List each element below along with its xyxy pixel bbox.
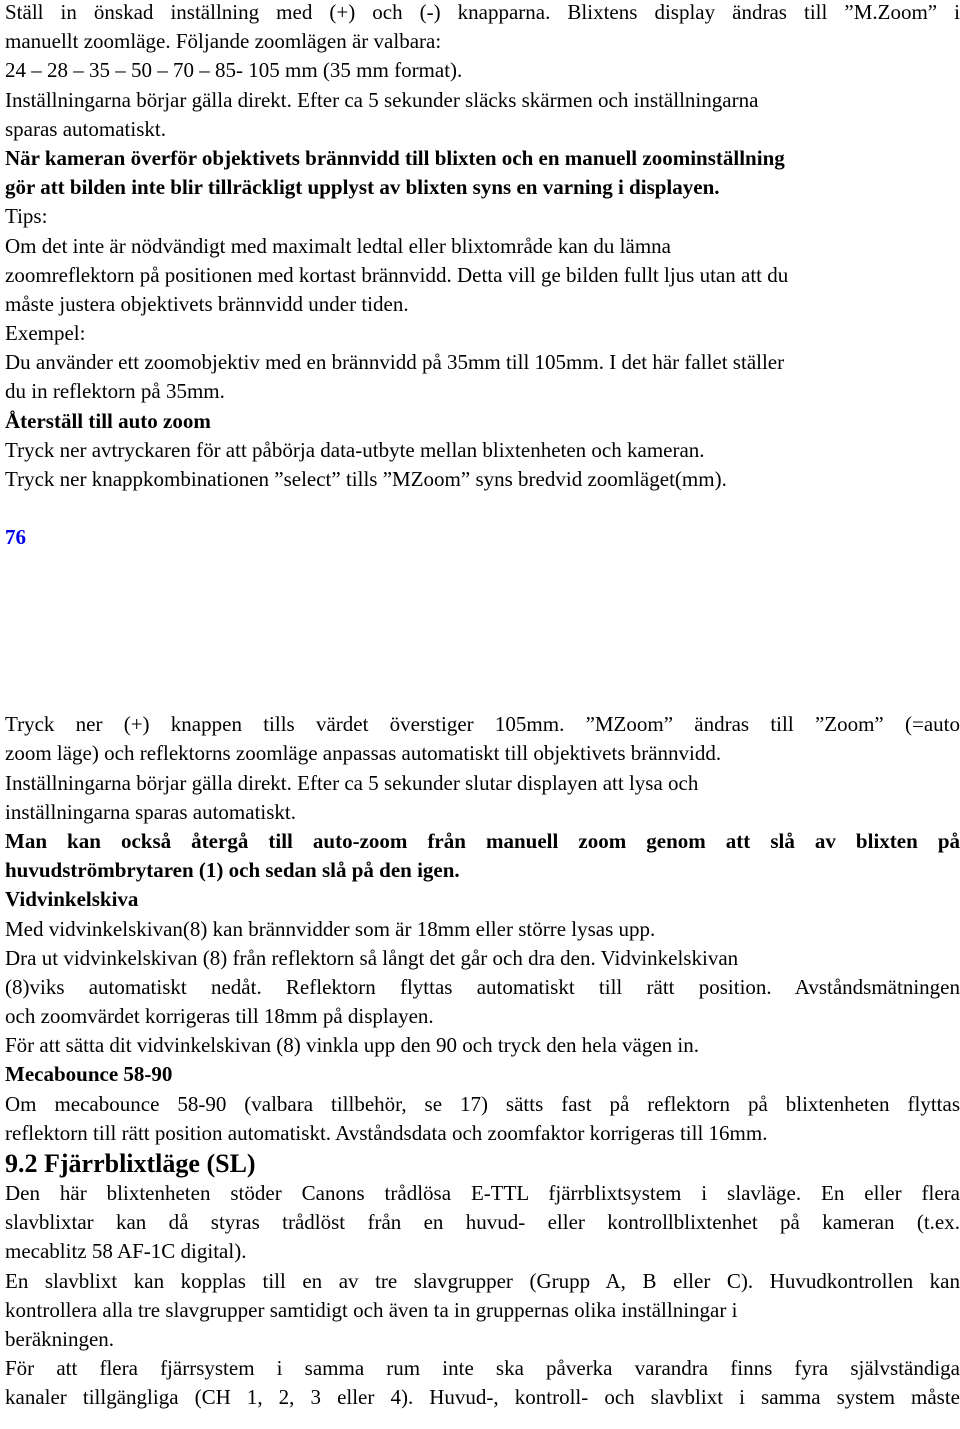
body-text-line: kontrollera alla tre slavgrupper samtidigt och även ta in gruppernas olika inställningar i [5, 1297, 738, 1322]
page-gap [5, 552, 960, 710]
body-text-line: För att sätta dit vidvinkelskivan (8) vinkla upp den 90 och tryck den hela vägen in. [5, 1033, 700, 1058]
body-text-line: Om det inte är nödvändigt med maximalt ledtal eller blixtområde kan du lämna [5, 233, 671, 258]
section-heading: 9.2 Fjärrblixtläge (SL) [5, 1149, 256, 1178]
body-text-line: sparas automatiskt. [5, 116, 166, 141]
bold-warning-line: gör att bilden inte blir tillräckligt upplyst av blixten syns en varning i displayen. [5, 175, 720, 200]
body-text-line: zoomreflektorn på positionen med kortast brännvidd. Detta vill ge bilden fullt ljus utan att du [5, 262, 789, 287]
example-label: Exempel: [5, 321, 86, 346]
body-text-line: manuellt zoomläge. Följande zoomlägen är valbara: [5, 29, 442, 54]
body-text-line: Du använder ett zoomobjektiv med en brännvidd på 35mm till 105mm. I det här fallet ställer [5, 350, 785, 375]
mecabounce-heading: Mecabounce 58-90 [5, 1062, 173, 1087]
body-text-line: reflektorn till rätt position automatiskt. Avståndsdata och zoomfaktor korrigeras till 16mm. [5, 1120, 768, 1145]
body-text-line: (8)viks automatiskt nedåt. Reflektorn flyttas automatiskt till rätt position. Avståndsmätningen [5, 974, 960, 999]
body-text-line: Inställningarna börjar gälla direkt. Efter ca 5 sekunder släcks skärmen och inställningarna [5, 87, 759, 112]
body-text-line: måste justera objektivets brännvidd under tiden. [5, 291, 409, 316]
page-number: 76 [5, 525, 26, 550]
body-text-line: zoom läge) och reflektorns zoomläge anpassas automatiskt till objektivets brännvidd. [5, 741, 722, 766]
bold-warning-line: När kameran överför objektivets brännvidd till blixten och en manuell zoominställning [5, 145, 785, 170]
body-text-line: Med vidvinkelskivan(8) kan brännvidder som är 18mm eller större lysas upp. [5, 916, 656, 941]
body-text-line: Inställningarna börjar gälla direkt. Efter ca 5 sekunder slutar displayen att lysa och [5, 770, 699, 795]
body-text-line: och zoomvärdet korrigeras till 18mm på displayen. [5, 1004, 434, 1029]
wide-angle-heading: Vidvinkelskiva [5, 887, 139, 912]
body-text-line: Ställ in önskad inställning med (+) och (-) knapparna. Blixtens display ändras till ”M.Zoom” i [5, 0, 960, 24]
body-text-line: Tryck ner avtryckaren för att påbörja data-utbyte mellan blixtenheten och kameran. [5, 437, 705, 462]
body-text-line: beräkningen. [5, 1326, 115, 1351]
bold-note-line: Man kan också återgå till auto-zoom från manuell zoom genom att slå av blixten på [5, 828, 960, 853]
body-text-line: mecablitz 58 AF-1C digital). [5, 1239, 247, 1264]
document-page [5, 0, 960, 1413]
bold-note-line: huvudströmbrytaren (1) och sedan slå på den igen. [5, 858, 460, 883]
body-text-line: För att flera fjärrsystem i samma rum inte ska påverka varandra finns fyra självständiga [5, 1356, 960, 1381]
reset-auto-zoom-heading: Återställ till auto zoom [5, 408, 211, 433]
body-text-line: inställningarna sparas automatiskt. [5, 799, 297, 824]
body-text-line: kanaler tillgängliga (CH 1, 2, 3 eller 4). Huvud-, kontroll- och slavblixt i samma system måste [5, 1385, 960, 1410]
body-text-line: slavblixtar kan då styras trådlöst från en huvud- eller kontrollblixtenhet på kameran (t.ex. [5, 1210, 960, 1235]
body-text-line: Tryck ner (+) knappen tills värdet överstiger 105mm. ”MZoom” ändras till ”Zoom” (=auto [5, 712, 960, 737]
body-text-line: En slavblixt kan kopplas till en av tre slavgrupper (Grupp A, B eller C). Huvudkontrollen kan [5, 1268, 960, 1293]
body-text-line: Tryck ner knappkombinationen ”select” tills ”MZoom” syns bredvid zoomläget(mm). [5, 467, 727, 491]
body-text-line: du in reflektorn på 35mm. [5, 379, 225, 404]
body-text-line: Den här blixtenheten stöder Canons trådlösa E-TTL fjärrblixtsystem i slavläge. En eller flera [5, 1181, 960, 1205]
body-text-line: 24 – 28 – 35 – 50 – 70 – 85- 105 mm (35 mm format). [5, 58, 463, 83]
tips-label: Tips: [5, 204, 48, 229]
body-text-line: Dra ut vidvinkelskivan (8) från reflektorn så långt det går och dra den. Vidvinkelskivan [5, 945, 739, 970]
body-text-line: Om mecabounce 58-90 (valbara tillbehör, se 17) sätts fast på reflektorn på blixtenheten flyttas [5, 1091, 960, 1116]
